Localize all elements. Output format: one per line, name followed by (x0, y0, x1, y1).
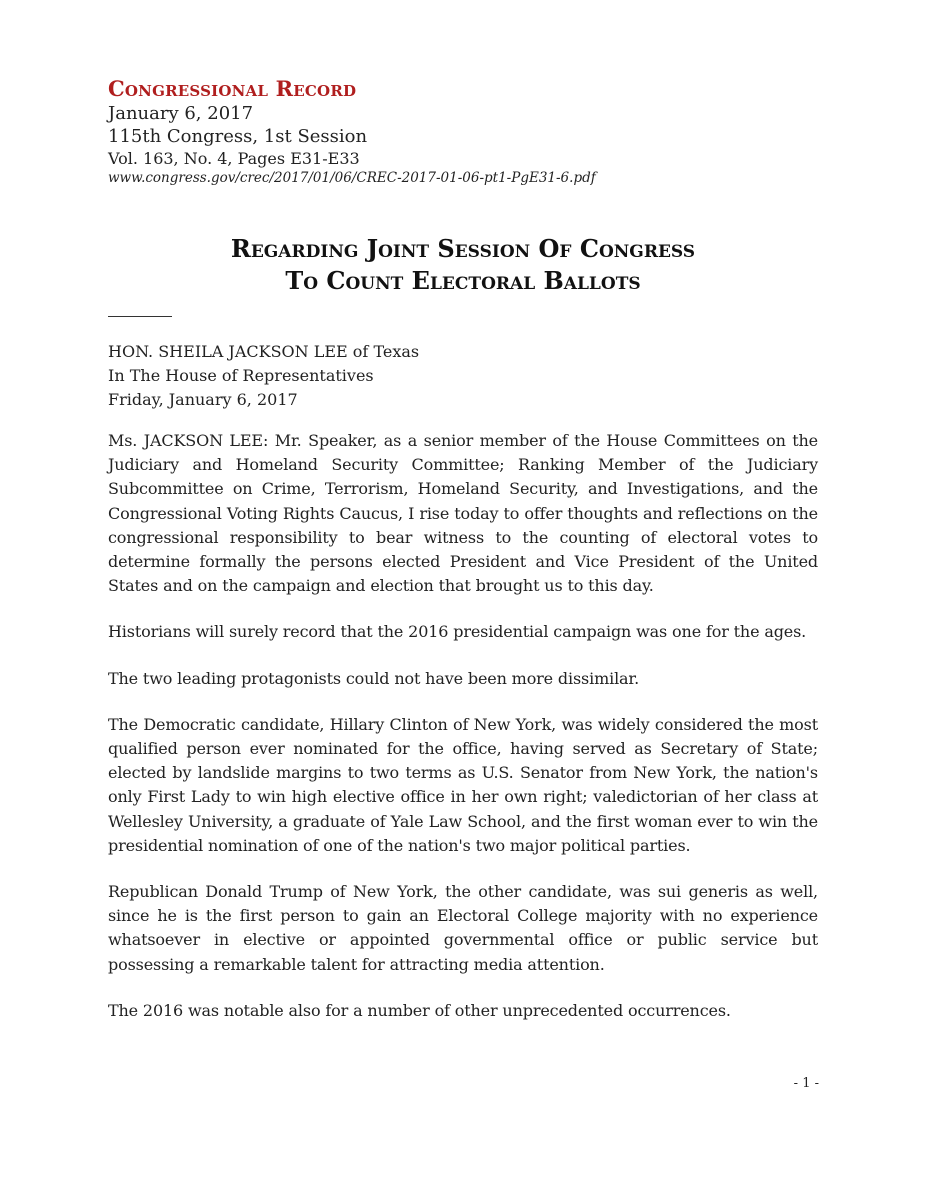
byline (108, 340, 419, 412)
paragraph: Ms. JACKSON LEE: Mr. Speaker, as a senior member of the House Committees on the Judiciary and Homeland Security Committee; Ranking Member of the Judiciary Subcommittee on Crime, Terrorism, Homeland Security, and Investigations, and the Congressional Voting Rights Caucus, I rise today to offer thoughts and reflections on the congressional responsibility to bear witness to the counting of electoral votes to determine formally the persons elected President and Vice President of the United States and on the campaign and election that brought us to this day. (108, 431, 818, 596)
speech-date: Friday, January 6, 2017 (108, 390, 298, 409)
page-number: - 1 - (793, 1076, 819, 1091)
speech-body (108, 429, 818, 1045)
title-line-1: Regarding Joint Session Of Congress (230, 234, 696, 263)
paragraph: Republican Donald Trump of New York, the other candidate, was sui generis as well, since he is the first person to gain an Electoral College majority with no experience whatsoever in elective or appointed governmental office or public service but possessing a remarkable talent for attracting media attention. (108, 882, 818, 974)
member-name: HON. SHEILA JACKSON LEE of Texas (108, 342, 420, 361)
paragraph: The 2016 was notable also for a number of other unprecedented occurrences. (108, 1000, 731, 1020)
document-title (108, 233, 818, 297)
chamber: In The House of Representatives (108, 366, 374, 385)
record-date: January 6, 2017 (108, 103, 254, 124)
paragraph: Historians will surely record that the 2016 presidential campaign was one for the ages. (108, 622, 807, 642)
title-line-2: To Count Electoral Ballots (285, 266, 641, 295)
paragraph: The Democratic candidate, Hillary Clinton of New York, was widely considered the most qualified person ever nominated for the office, having served as Secretary of State; elected by landslide margins to two terms as U.S. Senator from New York, the nation's only First Lady to win high elective office in her own right; valedictorian of her class at Wellesley University, a graduate of Yale Law School, and the first woman ever to win the presidential nomination of one of the nation's two major political parties. (108, 714, 818, 855)
congress-session: 115th Congress, 1st Session (108, 126, 368, 147)
journal-name: Congressional Record (108, 76, 357, 101)
paragraph: The two leading protagonists could not have been more dissimilar. (108, 668, 640, 688)
title-divider (108, 316, 172, 317)
volume-pages: Vol. 163, No. 4, Pages E31-E33 (108, 149, 360, 168)
record-header (108, 76, 828, 187)
source-url: www.congress.gov/crec/2017/01/06/CREC-2017-01-06-pt1-PgE31-6.pdf (108, 170, 596, 186)
